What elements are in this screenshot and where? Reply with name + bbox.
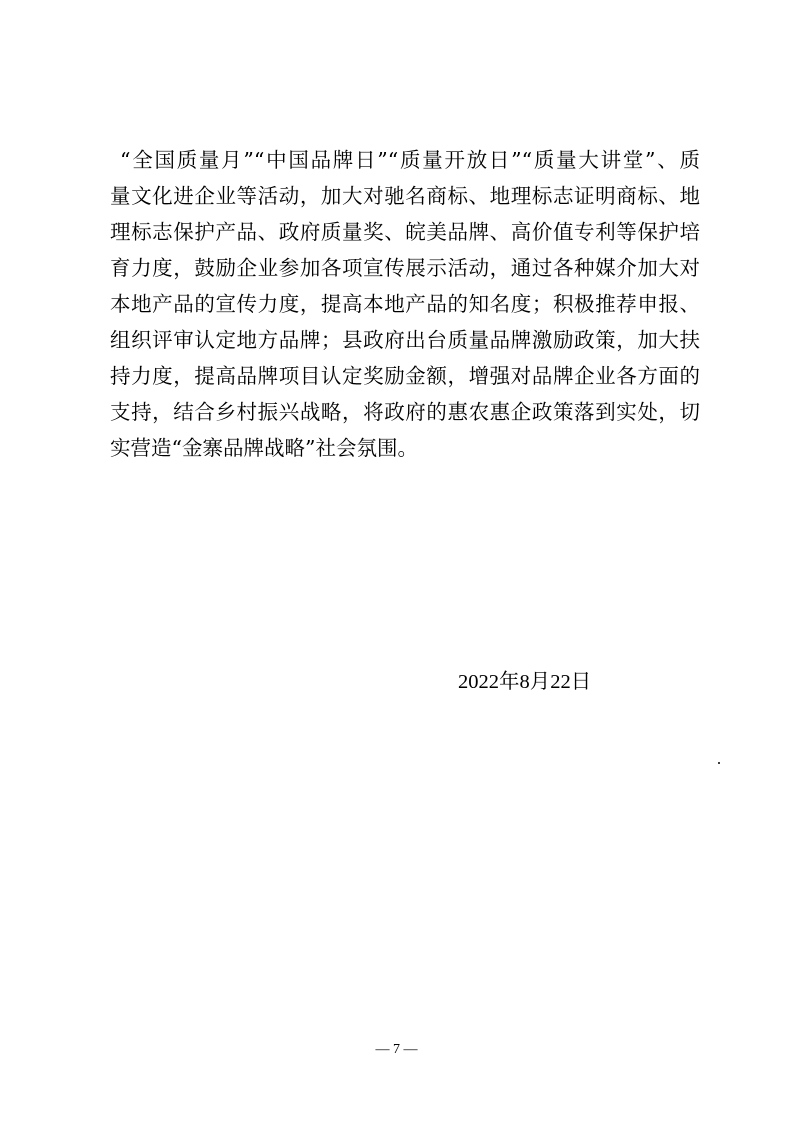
paragraph-line: “全国质量月”“中国品牌日”“质量开放日”“质量大讲堂”、质 [120, 148, 700, 172]
paragraph-line: 支持，结合乡村振兴战略，将政府的惠农惠企政策落到实处，切 [110, 400, 700, 424]
paragraph-line: 育力度，鼓励企业参加各项宣传展示活动，通过各种媒介加大对 [110, 256, 700, 280]
document-date: 2022年8月22日 [458, 671, 592, 693]
stray-dot [718, 762, 720, 764]
paragraph-line: 实营造“金寨品牌战略”社会氛围。 [110, 436, 418, 460]
paragraph-line: 组织评审认定地方品牌；县政府出台质量品牌激励政策，加大扶 [110, 328, 700, 352]
paragraph-line: 量文化进企业等活动，加大对驰名商标、地理标志证明商标、地 [110, 184, 700, 208]
paragraph-line: 持力度，提高品牌项目认定奖励金额，增强对品牌企业各方面的 [110, 364, 700, 388]
paragraph-line: 理标志保护产品、政府质量奖、皖美品牌、高价值专利等保护培 [110, 220, 700, 244]
paragraph-line: 本地产品的宣传力度，提高本地产品的知名度；积极推荐申报、 [110, 292, 700, 316]
page-number: — 7 — [375, 1042, 418, 1057]
